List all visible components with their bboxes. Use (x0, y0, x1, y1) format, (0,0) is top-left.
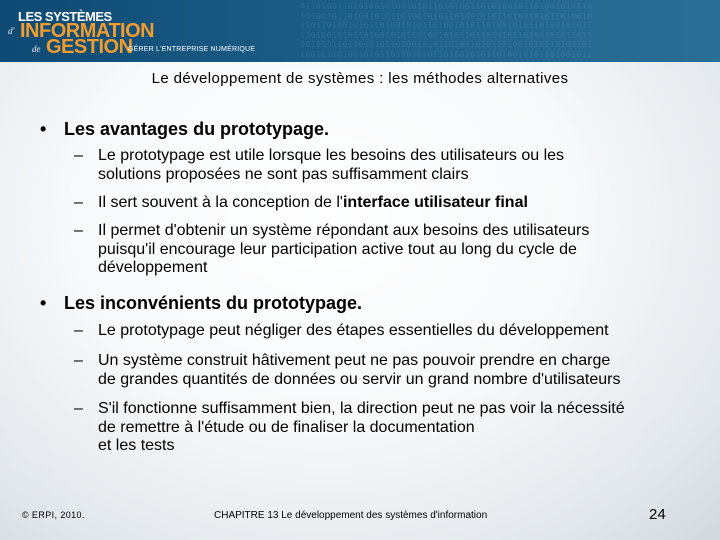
logo-line-3-prefix: de (32, 44, 41, 54)
logo (8, 6, 268, 58)
logo-line-3: GESTION (46, 36, 133, 58)
bullet-icon: • (40, 293, 47, 313)
section-heading-text: Les avantages du prototypage. (64, 119, 330, 139)
bullet-icon: • (40, 119, 47, 139)
list-item-text-bold: interface utilisateur final (342, 194, 528, 211)
dash-icon: – (74, 194, 83, 211)
dash-icon: – (74, 147, 83, 164)
dash-icon: – (74, 400, 83, 417)
section-heading-text: Les inconvénients du prototypage. (64, 293, 363, 313)
dash-icon: – (74, 322, 83, 339)
list-item-text: S'il fonctionne suffisamment bien, la direction peut ne pas voir la nécessité de remettre à l'étude ou de finaliser la documentation et les tests (98, 400, 625, 454)
dash-icon: – (74, 352, 83, 369)
header-banner (0, 0, 720, 62)
logo-line-2-prefix: d' (8, 26, 15, 36)
page-number: 24 (649, 506, 666, 523)
list-item-text: Le prototypage peut négliger des étapes essentielles du développement (98, 322, 609, 339)
list-item-text-plain: Il sert souvent à la conception de l' (98, 194, 343, 211)
dash-icon: – (74, 222, 83, 239)
list-item-text: Un système construit hâtivement peut ne pas pouvoir prendre en charge de grandes quantités de données ou servir un grand nombre d'utilisateurs (98, 352, 621, 388)
logo-line-1: LES SYSTÈMES (18, 9, 112, 24)
list-item-text (98, 194, 528, 213)
list-item-text: Le prototypage est utile lorsque les besoins des utilisateurs ou les solutions proposées ne sont pas suffisamment clairs (98, 147, 565, 183)
logo-line-2: INFORMATION (20, 20, 155, 42)
list-item-text: Il permet d'obtenir un système répondant aux besoins des utilisateurs puisqu'il encourage leur participation active tout au long du cycle de développement (98, 222, 590, 276)
slide-title: Le développement de systèmes : les méthodes alternatives (151, 70, 569, 87)
binary-pattern-decoration: 0110100110101001010010101101010011010100101101001010110 1010010110100101011010010101101001010110100101011010010 0101101001010110100101011010010101101001010110100101011 1101001010110100101011010010101101001010110100101011010 0010101101001010110100101011010010101101001010110100101 1001011010010101101001010110100101011010010101101001011 (300, 2, 593, 59)
copyright-notice: © ERPI, 2010. (22, 510, 85, 520)
logo-tagline: GÉRER L'ENTREPRISE NUMÉRIQUE (128, 46, 256, 53)
chapter-footer: CHAPITRE 13 Le développement des systèmes d'information (214, 510, 488, 521)
